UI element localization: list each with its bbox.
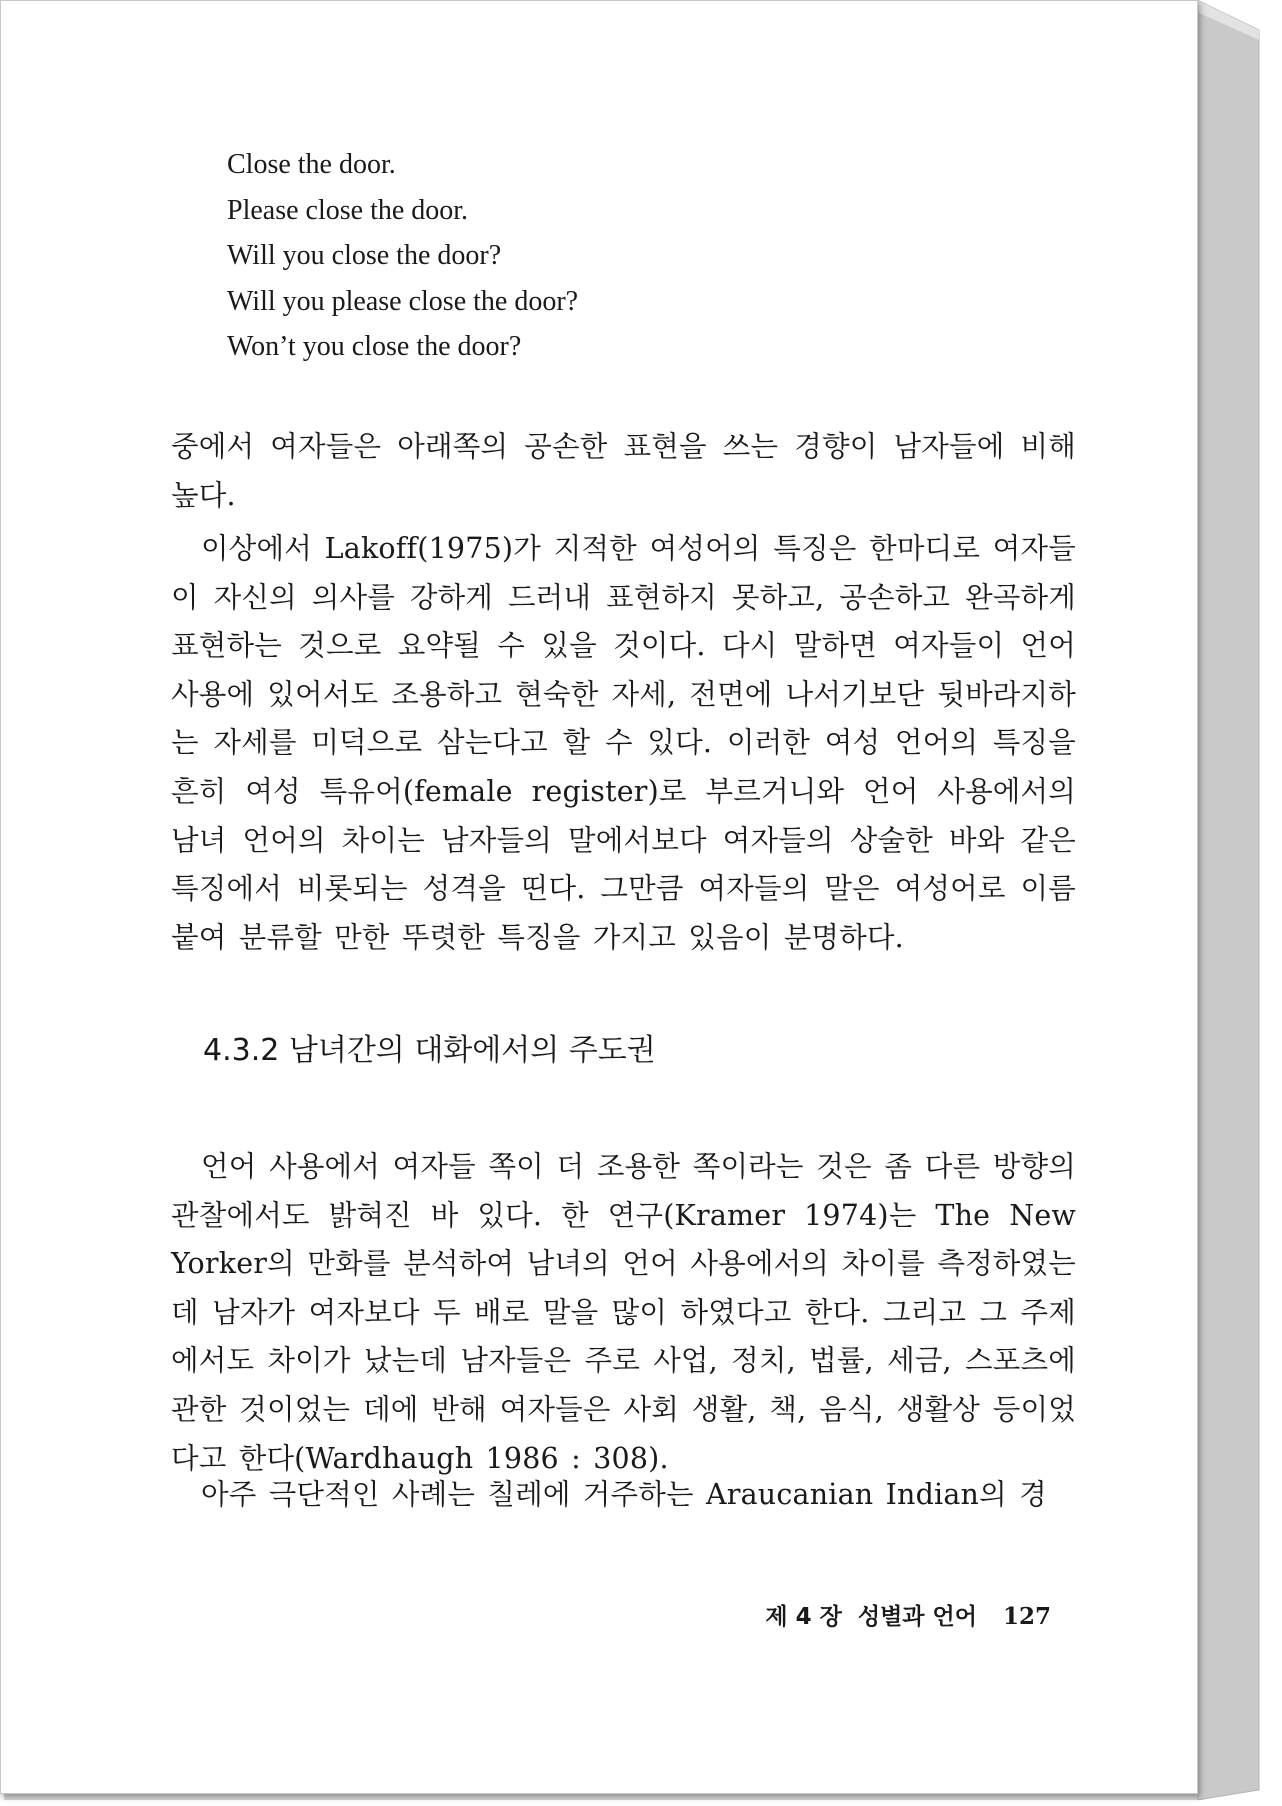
page-number: 127 [1002,1603,1051,1630]
book-spine [1197,0,1277,1800]
paragraph-lakoff-summary [171,525,1076,962]
footer-chapter: 제 4 장 [765,1604,842,1630]
paragraph-text: 아주 극단적인 사례는 칠레에 거주하는 Araucanian Indian의 경 [201,1478,1047,1511]
paragraph-text: 언어 사용에서 여자들 쪽이 더 조용한 쪽이라는 것은 좀 다른 방향의 관찰에서도 밝혀진 바 있다. 한 연구(Kramer 1974)는 The New Yorker의 만화를 분석하여 남녀의 언어 사용에서의 차이를 측정하였는데 남자가 여자보다 두 배로 말을 많이 하였다고 한다. 그리고 그 주제에서도 차이가 났는데 남자들은 주로 사업, 정치, 법률, 세금, 스포츠에 관한 것이었는 데에 반해 여자들은 사회 생활, 책, 음식, 생활상 등이었다고 한다(Wardhaugh 1986 : 308). [171,1150,1076,1475]
page-footer [765,1601,1051,1633]
example-line: Please close the door. [227,194,469,226]
example-line: Will you close the door? [227,240,502,271]
paragraph-araucanian [171,1471,1076,1520]
section-heading: 4.3.2 남녀간의 대화에서의 주도권 [203,1033,656,1068]
paragraph-text: 이상에서 Lakoff(1975)가 지적한 여성어의 특징은 한마디로 여자들이 자신의 의사를 강하게 드러내 표현하지 못하고, 공손하고 완곡하게 표현하는 것으로 요약될 수 있을 것이다. 다시 말하면 여자들이 언어 사용에 있어서도 조용하고 현숙한 자세, 전면에 나서기보단 뒷바라지하는 자세를 미덕으로 삼는다고 할 수 있다. 이러한 여성 언어의 특징을 흔히 여성 특유어(female register)로 부르거니와 언어 사용에서의 남녀 언어의 차이는 남자들의 말에서보다 여자들의 상술한 바와 같은 특징에서 비롯되는 성격을 띤다. 그만큼 여자들의 말은 여성어로 이름붙여 분류할 만한 뚜렷한 특징을 가지고 있음이 분명하다. [171,532,1076,954]
example-line: Close the door. [227,149,396,180]
paragraph-text: 중에서 여자들은 아래쪽의 공손한 표현을 쓰는 경향이 남자들에 비해 높다. [171,430,1076,512]
footer-title: 성별과 언어 [857,1604,977,1630]
example-sentences [227,142,927,370]
example-line: Won’t you close the door? [227,331,522,362]
paragraph-continuation [171,423,1076,520]
paragraph-conversation-dominance [171,1143,1076,1483]
example-line: Will you please close the door? [227,285,579,317]
